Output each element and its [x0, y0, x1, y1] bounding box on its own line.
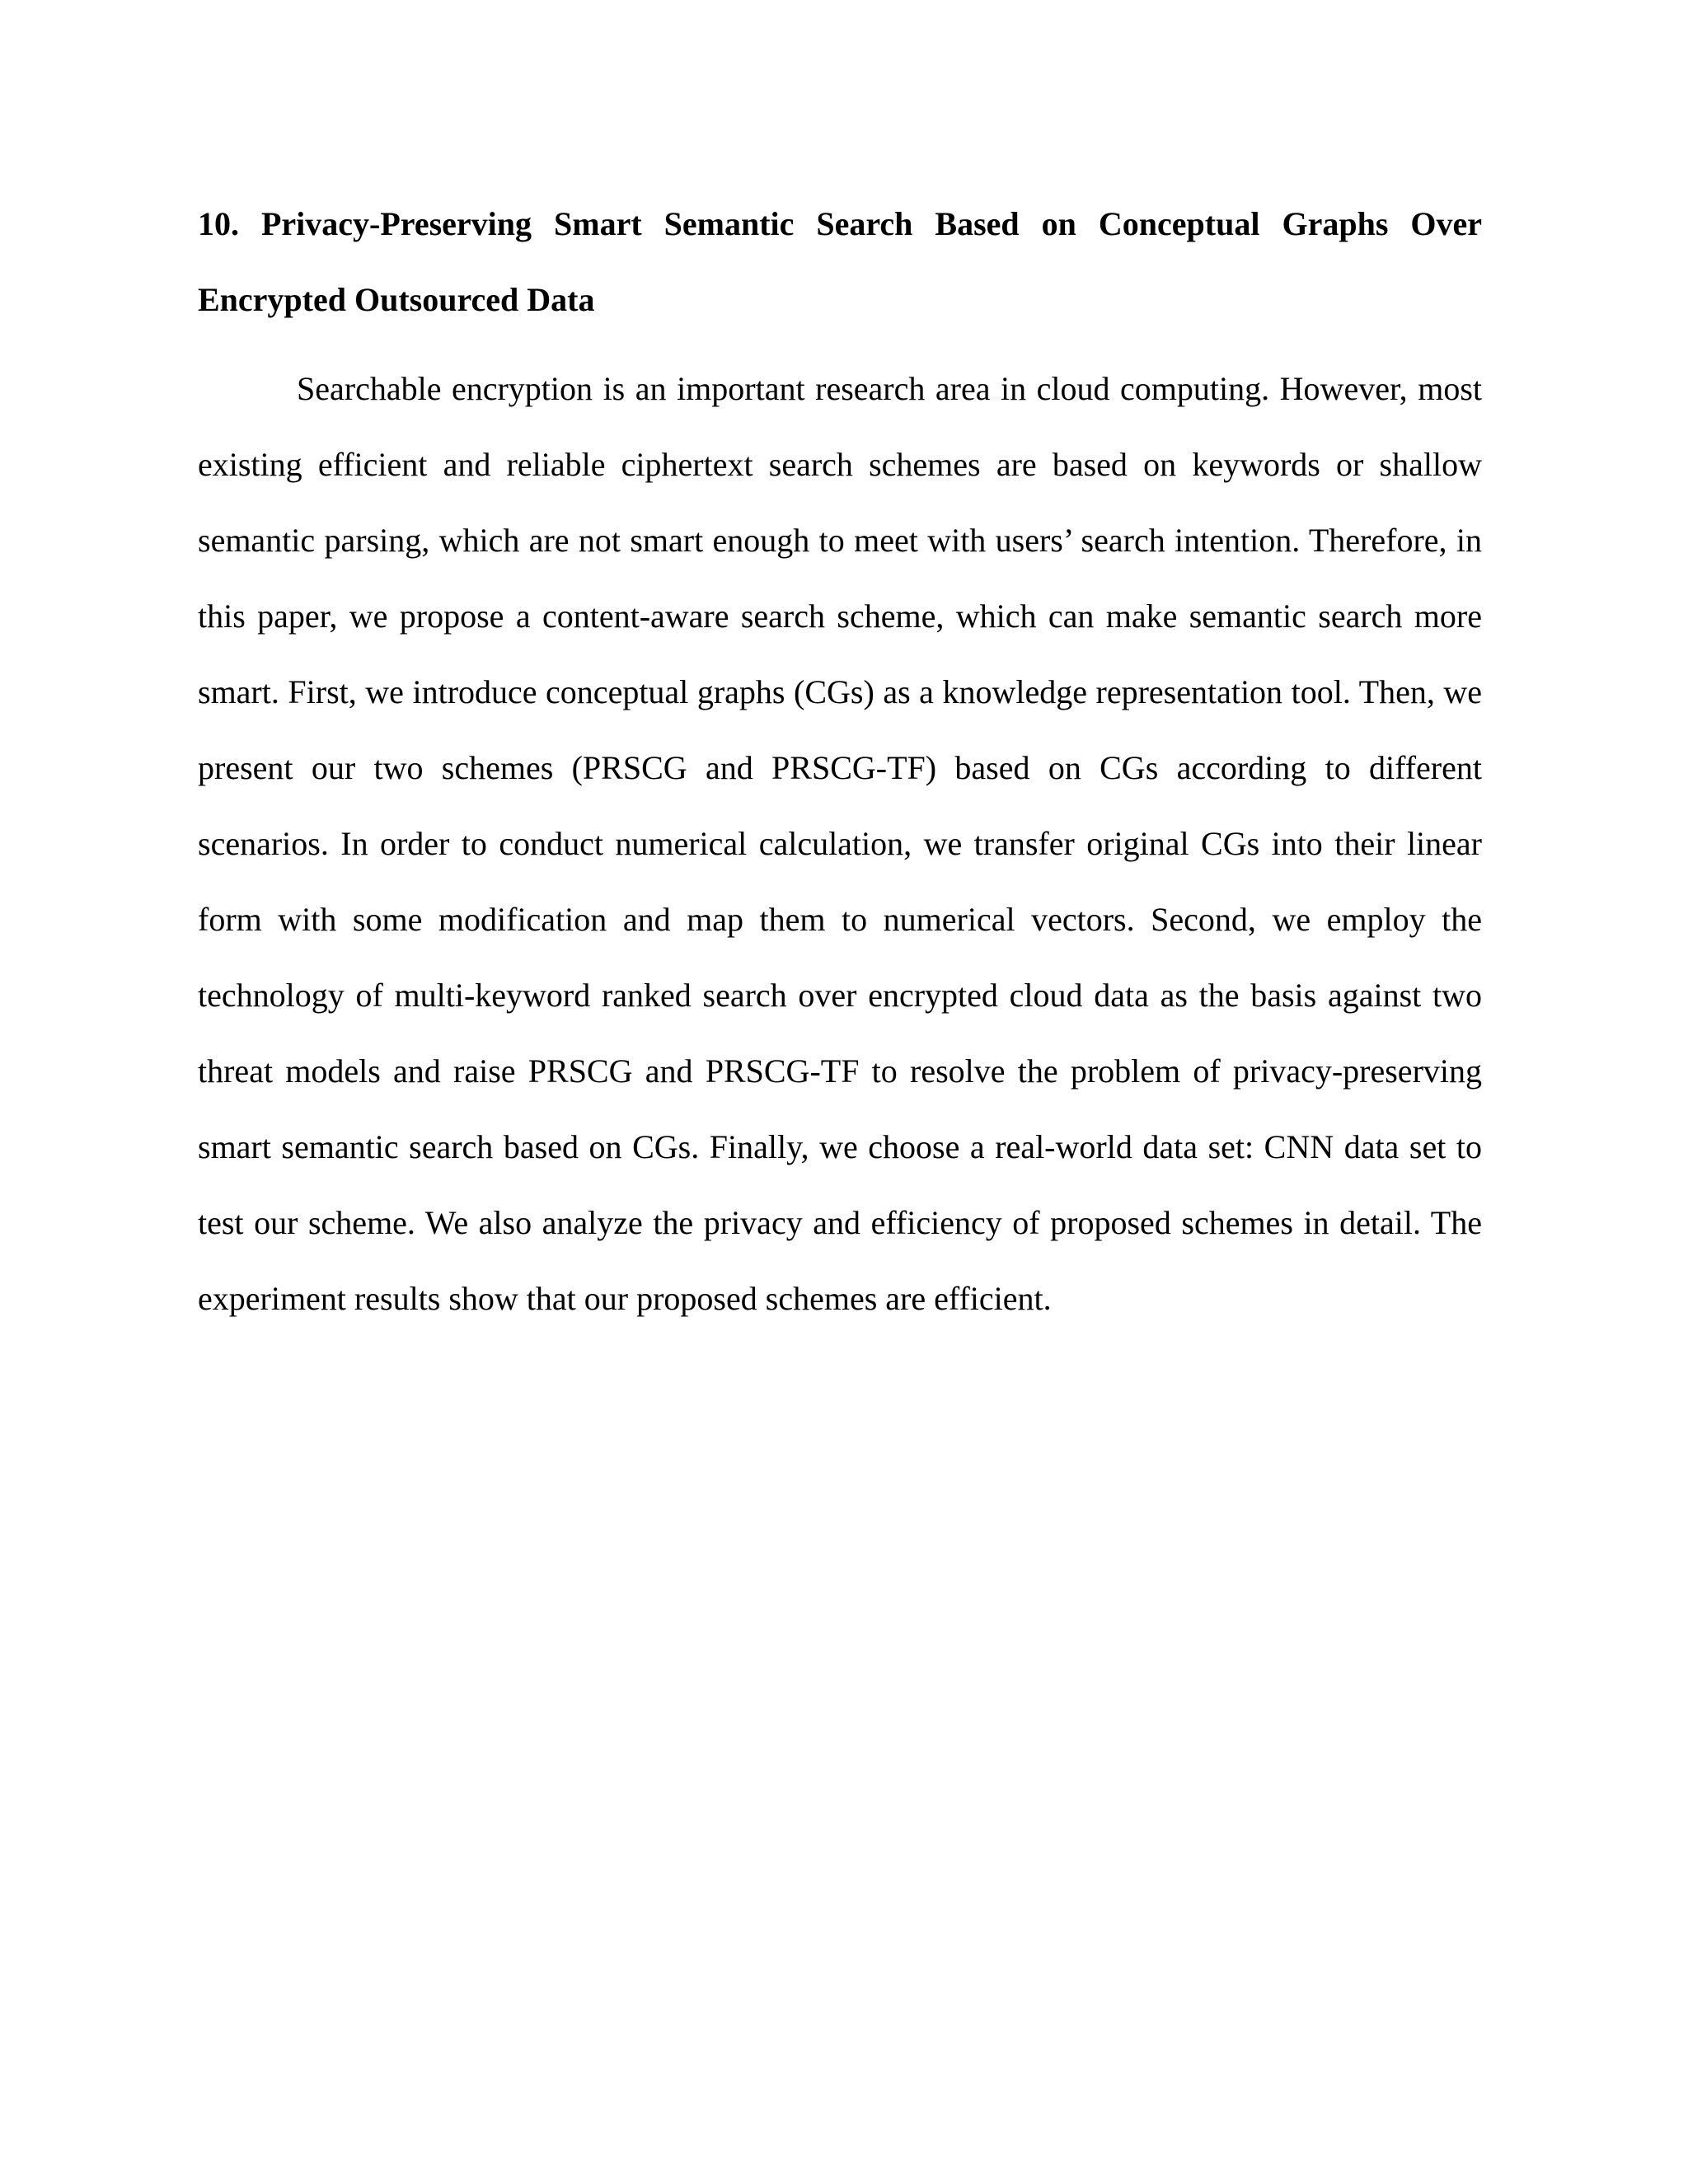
abstract-paragraph: Searchable encryption is an important research area in cloud computing. However, most existing efficient and reliable ciphertext search schemes are based on keywords or shallow semantic parsing, which are not smart enough to meet with users’ search intention. Therefore, in this paper, we propose a content-aware search scheme, which can make semantic search more smart. First, we introduce conceptual graphs (CGs) as a knowledge representation tool. Then, we present our two schemes (PRSCG and PRSCG-TF) based on CGs according to different scenarios. In order to conduct numerical calculation, we transfer original CGs into their linear form with some modification and map them to numerical vectors. Second, we employ the technology of multi-keyword ranked search over encrypted cloud data as the basis against two threat models and raise PRSCG and PRSCG-TF to resolve the problem of privacy-preserving smart semantic search based on CGs. Finally, we choose a real-world data set: CNN data set to test our scheme. We also analyze the privacy and efficiency of proposed schemes in detail. The experiment results show that our proposed schemes are efficient.: [198, 370, 1482, 1317]
section-title: 10. Privacy-Preserving Smart Semantic Search Based on Conceptual Graphs Over Encrypted Outsourced Data: [198, 205, 1482, 318]
section-content: [198, 186, 1482, 1337]
